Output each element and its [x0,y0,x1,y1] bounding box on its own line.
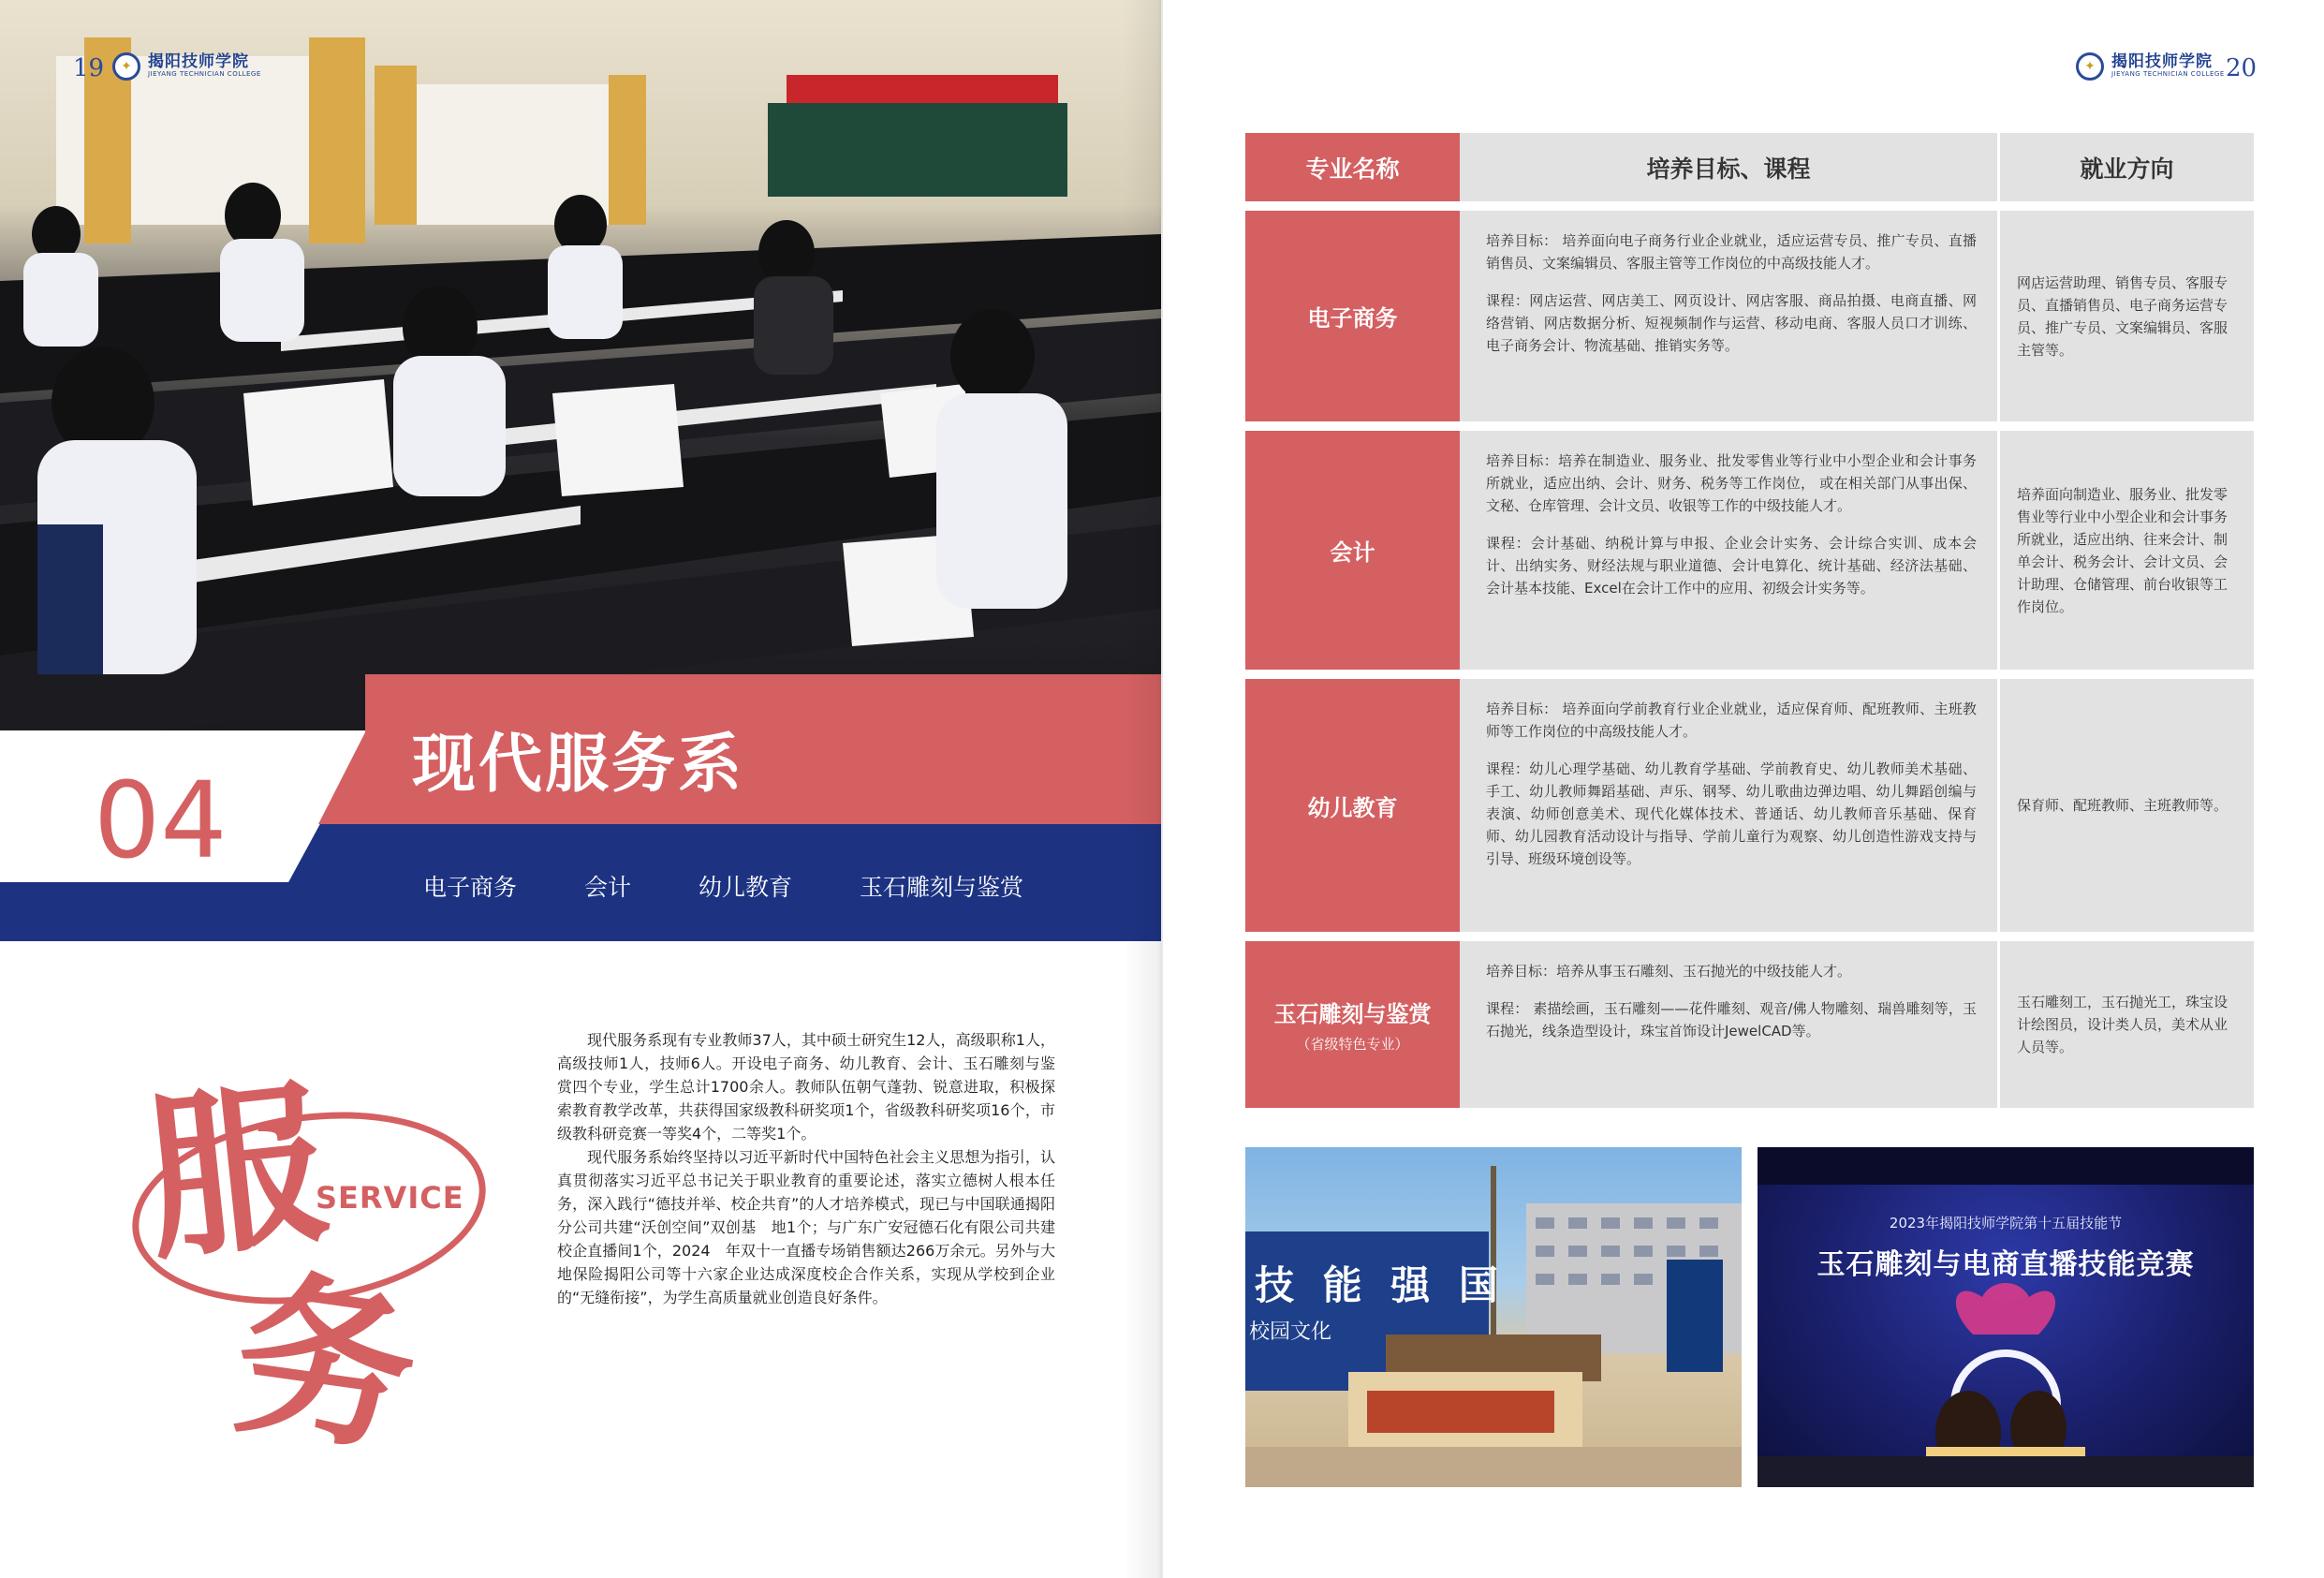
table-header [1245,133,2254,201]
intro-paragraph: 现代服务系始终坚持以习近平新时代中国特色社会主义思想为指引，认真贯彻落实习近平总书记关于职业教育的重要论述，落实立德树人根本任务，深入践行“德技并举、校企共育”的人才培养模式，现已与中国联通揭阳分公司共建“沃创空间”双创基 地1个；与广东广安冠德石化有限公司共建校企直播间1个，2024 年双十一直播专场销售额达266万余元。另外与大地保险揭阳公司等十六家企业达成深度校企合作关系，实现从学校到企业的“无缝衔接”，为学生高质量就业创造良好条件。 [557,1148,1055,1306]
classroom-illustration [0,0,1161,730]
stream-event-caption: 2023年揭阳技师学院第十五届技能节 [1889,1215,2123,1231]
major-name: 会计 [1330,539,1375,566]
table-row [1245,431,2254,670]
row-employment [1997,431,2254,670]
major-item: 玉石雕刻与鉴赏 [860,874,1024,901]
livestream-contest-photo [1758,1147,2254,1487]
training-goal: 培养目标：培养在制造业、服务业、批发零售业等行业中小型企业和会计事务所就业，适应出纳、会计、财务、税务等工作岗位， 或在相关部门从事出保、文秘、仓库管理、会计文员、收银等工作的中级技能人才。 [1486,452,1977,514]
section-number: 04 [94,760,228,882]
row-goal-course [1460,431,1997,670]
fair-banner-subtext: 校园文化 [1249,1320,1332,1344]
row-employment [1997,941,2254,1108]
department-title: 现代服务系 [412,728,745,802]
row-employment [1997,211,2254,421]
row-goal-course [1460,211,1997,421]
right-page [1163,0,2324,1578]
employment-text: 网店运营助理、销售专员、客服专员、直播销售员、电子商务运营专员、推广专员、文案编辑员、客服主管等。 [2017,273,2228,359]
major-name: 幼儿教育 [1307,794,1398,821]
college-logo [112,52,261,81]
college-logo [2076,52,2225,81]
training-goal: 培养目标：培养从事玉石雕刻、玉石抛光的中级技能人才。 [1486,963,1852,980]
course-list: 课程：会计基础、纳税计算与申报、企业会计实务、会计综合实训、成本会计、出纳实务、财经法规与职业道德、会计电算化、统计基础、经济法基础、会计基本技能、Excel在会计工作中的应用、初级会计实务等。 [1486,535,1977,597]
major-item: 电子商务 [423,874,518,901]
page-number: 20 [2226,54,2258,82]
college-emblem-icon: ✦ [112,52,140,81]
major-name: 电子商务 [1307,305,1398,332]
intro-paragraph: 现代服务系现有专业教师37人，其中硕士研究生12人，高级职称1人，高级技师1人，技师6人。开设电子商务、幼儿教育、会计、玉石雕刻与鉴赏四个专业，学生总计1700余人。教师队伍朝气蓬勃、锐意进取，积极探索教育教学改革，共获得国家级教科研奖项1个，省级教科研奖项16个，市级教科研竞赛一等奖4个，二等奖1个。 [557,1031,1055,1143]
row-goal-course [1460,941,1997,1108]
logo-name-cn: 揭阳技师学院 [2111,52,2213,72]
brush-character-fu: 服 [136,1058,335,1286]
service-word: SERVICE [316,1180,464,1216]
department-intro [557,1028,1055,1309]
logo-name-en: JIEYANG TECHNICIAN COLLEGE [148,70,261,79]
college-emblem-icon: ✦ [2076,52,2104,81]
course-list: 课程：幼儿心理学基础、幼儿教育学基础、学前教育史、幼儿教师美术基础、手工、幼儿教师舞蹈基础、声乐、钢琴、幼儿歌曲边弹边唱、幼儿舞蹈创编与表演、幼师创意美术、现代化媒体技术、普通话、幼儿教师音乐基础、保育师、幼儿园教育活动设计与指导、学前儿童行为观察、幼儿创造性游戏支持与引导、班级环境创设等。 [1486,760,1977,867]
left-page [0,0,1161,1578]
table-row [1245,211,2254,421]
course-list: 课程： 素描绘画，玉石雕刻——花件雕刻、观音/佛人物雕刻、瑞兽雕刻等，玉石抛光，线条造型设计，珠宝首饰设计JewelCAD等。 [1486,1000,1977,1040]
table-row [1245,941,2254,1108]
logo-name-cn: 揭阳技师学院 [148,52,249,72]
employment-text: 培养面向制造业、服务业、批发零售业等行业中小型企业和会计事务所就业，适应出纳、往来会计、制单会计、税务会计、会计文员、会计助理、仓储管理、前台收银等工作岗位。 [2017,485,2228,615]
row-major-name [1245,211,1460,421]
classroom-piano-photo [0,0,1161,730]
row-goal-course [1460,679,1997,932]
course-list: 课程：网店运营、网店美工、网页设计、网店客服、商品拍摄、电商直播、网络营销、网店数据分析、短视频制作与运营、移动电商、客服人员口才训练、电子商务会计、物流基础、推销实务等。 [1486,292,1977,354]
page-number: 19 [73,54,105,82]
row-major-name [1245,941,1460,1108]
brush-character-wu: 务 [223,1247,429,1480]
skills-fair-photo [1245,1147,1742,1487]
service-calligraphy-art [117,1030,510,1480]
row-major-name [1245,679,1460,932]
row-major-name [1245,431,1460,670]
employment-text: 保育师、配班教师、主班教师等。 [2017,797,2228,814]
header-goal-course: 培养目标、课程 [1460,133,1997,201]
table-row [1245,679,2254,932]
training-goal: 培养目标： 培养面向电子商务行业企业就业，适应运营专员、推广专员、直播销售员、文案编辑员、客服主管等工作岗位的中高级技能人才。 [1486,232,1977,272]
major-name: 玉石雕刻与鉴赏 [1273,1001,1432,1027]
major-item: 幼儿教育 [699,874,793,901]
header-employment: 就业方向 [1997,133,2254,201]
header-major-name: 专业名称 [1245,133,1460,201]
logo-name-en: JIEYANG TECHNICIAN COLLEGE [2111,70,2225,79]
stream-contest-title: 玉石雕刻与电商直播技能竞赛 [1817,1248,2195,1281]
row-employment [1997,679,2254,932]
major-badge: （省级特色专业） [1296,1036,1409,1053]
major-item: 会计 [584,874,632,901]
majors-list [423,869,1091,903]
department-banner [0,674,1161,941]
majors-table [1245,133,2254,1108]
employment-text: 玉石雕刻工，玉石抛光工，珠宝设计绘图员，设计类人员，美术从业人员等。 [2017,994,2228,1055]
fair-banner-text: 技 能 强 国 [1255,1262,1506,1308]
training-goal: 培养目标： 培养面向学前教育行业企业就业，适应保育师、配班教师、主班教师等工作岗位的中高级技能人才。 [1486,701,1977,740]
stream-illustration [1758,1147,2254,1487]
